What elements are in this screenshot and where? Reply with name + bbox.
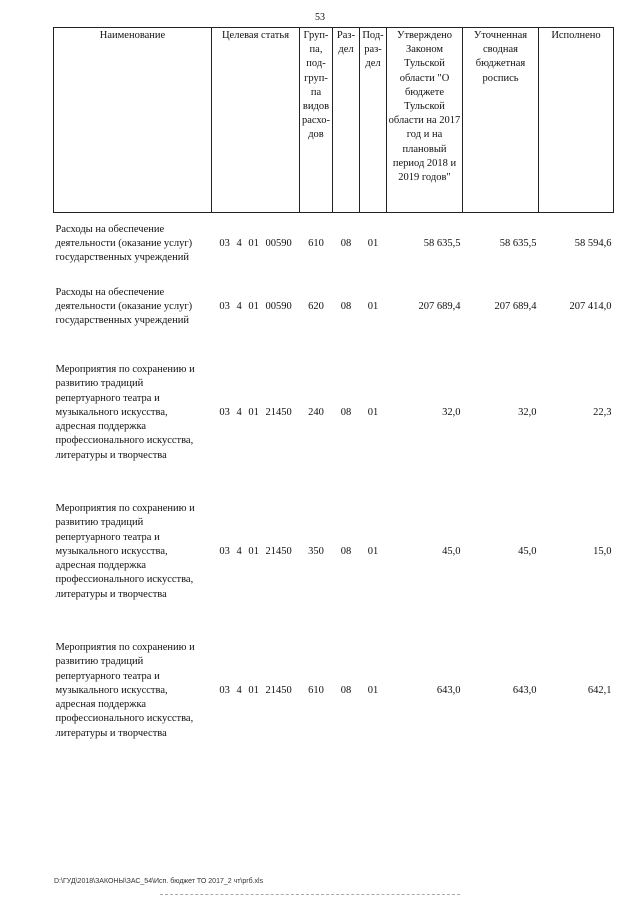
row-executed: 642,1 [587,684,612,696]
header-name: Наименование [54,28,212,213]
row-revised: 32,0 [518,406,537,418]
table-row [54,627,614,755]
row-name: Мероприятия по сохранению и развитию традиций репертуарного театра и музыкального искусства, адресная поддержка профессионального искусства, литературы и творчества [55,364,195,461]
row-approved: 32,0 [442,406,461,418]
row-group: 350 [308,545,324,557]
row-name: Расходы на обеспечение деятельности (оказание услуг) государственных учреждений [55,223,193,264]
row-code: 03 4 01 00590 [219,237,292,249]
row-subsection: 01 [367,237,379,249]
header-revised: Уточненная сводная бюджетная роспись [463,28,539,213]
row-code: 03 4 01 21450 [219,406,292,418]
footer-file-path: D:\ГУД\2018\ЗАКОНЫ\ЗАС_54\Исп. бюджет ТО 2017_2 чт\рrб.xls [54,878,264,885]
table-row [54,349,614,477]
header-section: Раз-дел [333,28,360,213]
row-section: 08 [340,545,352,557]
row-revised: 207 689,4 [494,300,537,312]
budget-table [53,27,614,755]
row-section: 08 [340,300,352,312]
header-target: Целевая статья [212,28,300,213]
row-section: 08 [340,684,352,696]
table-body [54,213,614,756]
page-number: 53 [315,12,325,23]
header-subsection: Под-раз-дел [360,28,387,213]
header-approved: Утверждено Законом Тульской области "О бюджете Тульской области на 2017 год и на плановый период 2018 и 2019 годов" [387,28,463,213]
row-section: 08 [340,406,352,418]
table-header [54,28,614,213]
row-group: 620 [308,300,324,312]
row-name: Мероприятия по сохранению и развитию традиций репертуарного театра и музыкального искусства, адресная поддержка профессионального искусства, литературы и творчества [55,642,195,739]
row-spacer [54,339,614,349]
row-executed: 22,3 [593,406,612,418]
header-executed: Исполнено [539,28,614,213]
row-group: 610 [308,684,324,696]
row-revised: 643,0 [512,684,537,696]
header-group: Груп-па, под-груп-па видов расхо-дов [300,28,333,213]
row-revised: 58 635,5 [499,237,537,249]
table-row [54,213,614,276]
table-row [54,275,614,339]
row-executed: 58 594,6 [574,237,612,249]
row-executed: 15,0 [593,545,612,557]
row-code: 03 4 01 21450 [219,545,292,557]
row-subsection: 01 [367,545,379,557]
row-approved: 45,0 [442,545,461,557]
row-group: 610 [308,237,324,249]
row-approved: 643,0 [436,684,461,696]
row-name: Расходы на обеспечение деятельности (оказание услуг) государственных учреждений [55,286,193,327]
row-spacer [54,477,614,487]
row-subsection: 01 [367,684,379,696]
row-subsection: 01 [367,300,379,312]
row-approved: 58 635,5 [423,237,461,249]
table-row [54,487,614,617]
row-section: 08 [340,237,352,249]
row-group: 240 [308,406,324,418]
row-approved: 207 689,4 [418,300,461,312]
row-revised: 45,0 [518,545,537,557]
row-spacer [54,617,614,627]
row-code: 03 4 01 21450 [219,684,292,696]
footer-divider [160,894,460,895]
row-name: Мероприятия по сохранению и развитию традиций репертуарного театра и музыкального искусства, адресная поддержка профессионального искусства, литературы и творчества [55,503,195,600]
row-executed: 207 414,0 [569,300,612,312]
row-code: 03 4 01 00590 [219,300,292,312]
row-subsection: 01 [367,406,379,418]
